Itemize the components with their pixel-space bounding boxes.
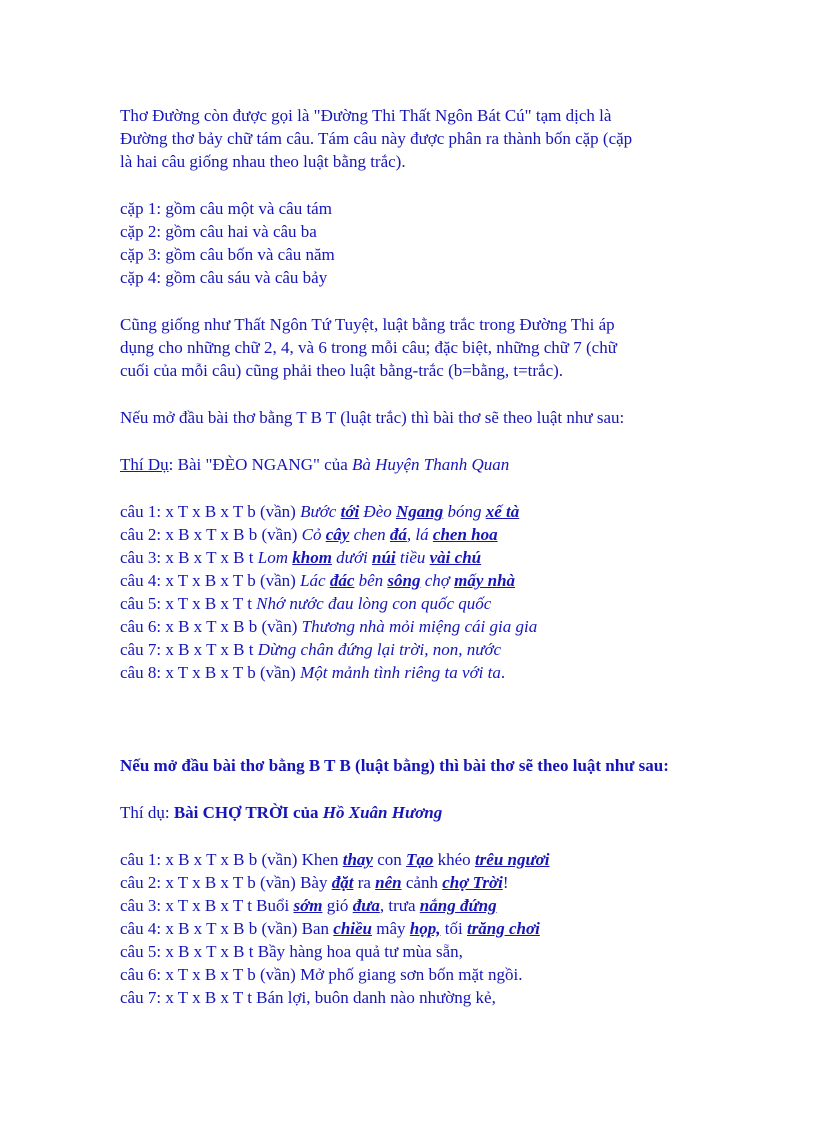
verse-text: chen bbox=[349, 525, 390, 544]
verse-text: tiều bbox=[395, 548, 430, 567]
highlighted-word: vài chú bbox=[429, 548, 482, 567]
example-label: Thí dụ: bbox=[120, 803, 174, 822]
poem-line bbox=[120, 661, 710, 684]
highlighted-word: trăng chơi bbox=[466, 919, 540, 938]
meter-pattern: câu 4: x T x B x T b (vần) bbox=[120, 571, 301, 590]
poem-line bbox=[120, 523, 710, 546]
highlighted-word: khom bbox=[292, 548, 332, 567]
example-author: Bà Huyện Thanh Quan bbox=[352, 455, 510, 474]
verse-text: Đèo bbox=[359, 502, 396, 521]
verse-text: mây bbox=[372, 919, 410, 938]
verse-text: tối bbox=[440, 919, 467, 938]
poem-line bbox=[120, 592, 710, 615]
verse-text: ! bbox=[502, 873, 509, 892]
meter-pattern: câu 5: x T x B x T t bbox=[120, 594, 257, 613]
poem-line bbox=[120, 569, 710, 592]
meter-pattern: câu 1: x T x B x T b (vần) bbox=[120, 502, 301, 521]
highlighted-word: cây bbox=[325, 525, 350, 544]
meter-pattern: câu 1: x B x T x B b (vần) bbox=[120, 850, 302, 869]
meter-pattern: câu 3: x B x T x B t bbox=[120, 548, 258, 567]
highlighted-word: đặt bbox=[331, 873, 354, 892]
verse-text: bóng bbox=[443, 502, 486, 521]
verse-text: Dừng chân đứng lại trời, non, nước bbox=[257, 640, 502, 659]
poem-line bbox=[120, 986, 710, 1009]
highlighted-word: trêu ngươi bbox=[474, 850, 550, 869]
verse-text: bên bbox=[354, 571, 388, 590]
highlighted-word: chen hoa bbox=[432, 525, 498, 544]
poem-line bbox=[120, 848, 710, 871]
poem-line bbox=[120, 500, 710, 523]
poem-line bbox=[120, 963, 710, 986]
example-label: Thí Dụ bbox=[120, 455, 169, 474]
poem-line bbox=[120, 894, 710, 917]
poem-line bbox=[120, 917, 710, 940]
poem-line bbox=[120, 546, 710, 569]
example-author: Hồ Xuân Hương bbox=[322, 803, 443, 822]
highlighted-word: thay bbox=[342, 850, 373, 869]
verse-text: Bày bbox=[300, 873, 332, 892]
highlighted-word: Tạo bbox=[406, 850, 434, 869]
poem-line bbox=[120, 638, 710, 661]
verse-text: con bbox=[372, 850, 406, 869]
verse-text: Nhớ nước đau lòng con quốc quốc bbox=[256, 594, 492, 613]
highlighted-word: nắng đứng bbox=[419, 896, 497, 915]
verse-text: Buổi bbox=[256, 896, 294, 915]
pair-item: cặp 3: gồm câu bốn và câu năm bbox=[120, 245, 335, 264]
intro-line: là hai câu giống nhau theo luật bằng trắc). bbox=[120, 152, 406, 171]
intro-paragraph bbox=[120, 104, 710, 173]
highlighted-word: mấy nhà bbox=[454, 571, 516, 590]
verse-text: Ban bbox=[301, 919, 334, 938]
poem-cho-troi bbox=[120, 848, 710, 1009]
intro-line: Thơ Đường còn được gọi là "Đường Thi Thất Ngôn Bát Cú" tạm dịch là bbox=[120, 106, 612, 125]
poem-line bbox=[120, 940, 710, 963]
verse-text: Lom bbox=[257, 548, 293, 567]
document-body bbox=[120, 104, 710, 1009]
rules-line: cuối của mỗi câu) cũng phải theo luật bằng-trắc (b=bằng, t=trắc). bbox=[120, 361, 564, 380]
verse-text: chợ bbox=[420, 571, 455, 590]
verse-text: Lác bbox=[300, 571, 330, 590]
highlighted-word: đá bbox=[389, 525, 407, 544]
verse-text: ra bbox=[353, 873, 376, 892]
example-1-heading bbox=[120, 453, 710, 476]
highlighted-word: đác bbox=[329, 571, 355, 590]
highlighted-word: Ngang bbox=[396, 502, 444, 521]
verse-text: gió bbox=[322, 896, 353, 915]
verse-text: Một mảnh tình riêng ta với ta bbox=[300, 663, 501, 682]
rules-line: Cũng giống như Thất Ngôn Tứ Tuyệt, luật bằng trắc trong Đường Thi áp bbox=[120, 315, 615, 334]
verse-text: cảnh bbox=[401, 873, 443, 892]
highlighted-word: núi bbox=[372, 548, 396, 567]
highlighted-word: sông bbox=[387, 571, 421, 590]
meter-pattern: câu 2: x T x B x T b (vần) bbox=[120, 873, 301, 892]
verse-text: khéo bbox=[433, 850, 475, 869]
meter-pattern: câu 2: x B x T x B b (vần) bbox=[120, 525, 302, 544]
example-title: : Bài "ĐÈO NGANG" của bbox=[168, 455, 353, 474]
highlighted-word: nên bbox=[375, 873, 402, 892]
meter-pattern: câu 8: x T x B x T b (vần) bbox=[120, 663, 301, 682]
rules-paragraph bbox=[120, 313, 710, 382]
poem-deo-ngang bbox=[120, 500, 710, 684]
intro-line: Đường thơ bảy chữ tám câu. Tám câu này được phân ra thành bốn cặp (cặp bbox=[120, 129, 633, 148]
highlighted-word: chiều bbox=[333, 919, 373, 938]
highlighted-word: xế tà bbox=[485, 502, 520, 521]
example-title: Bài CHỢ TRỜI của bbox=[173, 803, 323, 822]
rule-trac-heading: Nếu mở đầu bài thơ bằng T B T (luật trắc) thì bài thơ sẽ theo luật như sau: bbox=[120, 408, 625, 427]
meter-pattern: câu 6: x T x B x T b (vần) bbox=[120, 965, 301, 984]
rule-bang-heading: Nếu mở đầu bài thơ bằng B T B (luật bằng) thì bài thơ sẽ theo luật như sau: bbox=[120, 756, 669, 775]
example-2-heading bbox=[120, 801, 710, 824]
meter-pattern: câu 4: x B x T x B b (vần) bbox=[120, 919, 302, 938]
pairs-list bbox=[120, 197, 710, 289]
highlighted-word: sớm bbox=[293, 896, 323, 915]
poem-line bbox=[120, 615, 710, 638]
verse-text: Mở phố giang sơn bốn mặt ngồi. bbox=[300, 965, 523, 984]
highlighted-word: tới bbox=[340, 502, 360, 521]
verse-text: Bầy hàng hoa quả tư mùa sẵn, bbox=[257, 942, 463, 961]
verse-text: Bán lợi, buôn danh nào nhường kẻ, bbox=[256, 988, 496, 1007]
rules-line: dụng cho những chữ 2, 4, và 6 trong mỗi câu; đặc biệt, những chữ 7 (chữ bbox=[120, 338, 617, 357]
verse-text: Bước bbox=[300, 502, 341, 521]
verse-text: , trưa bbox=[379, 896, 420, 915]
pair-item: cặp 2: gồm câu hai và câu ba bbox=[120, 222, 317, 241]
verse-text: , lá bbox=[406, 525, 433, 544]
verse-text: dưới bbox=[331, 548, 372, 567]
verse-text: . bbox=[500, 663, 506, 682]
meter-pattern: câu 7: x T x B x T t bbox=[120, 988, 257, 1007]
verse-text: Cỏ bbox=[301, 525, 326, 544]
pair-item: cặp 4: gồm câu sáu và câu bảy bbox=[120, 268, 328, 287]
meter-pattern: câu 3: x T x B x T t bbox=[120, 896, 257, 915]
meter-pattern: câu 5: x B x T x B t bbox=[120, 942, 258, 961]
meter-pattern: câu 6: x B x T x B b (vần) bbox=[120, 617, 302, 636]
poem-line bbox=[120, 871, 710, 894]
highlighted-word: họp, bbox=[409, 919, 441, 938]
verse-text: Thương nhà mỏi miệng cái gia gia bbox=[301, 617, 538, 636]
highlighted-word: đưa bbox=[352, 896, 380, 915]
verse-text: Khen bbox=[301, 850, 343, 869]
highlighted-word: chợ Trời bbox=[442, 873, 503, 892]
pair-item: cặp 1: gồm câu một và câu tám bbox=[120, 199, 332, 218]
meter-pattern: câu 7: x B x T x B t bbox=[120, 640, 258, 659]
